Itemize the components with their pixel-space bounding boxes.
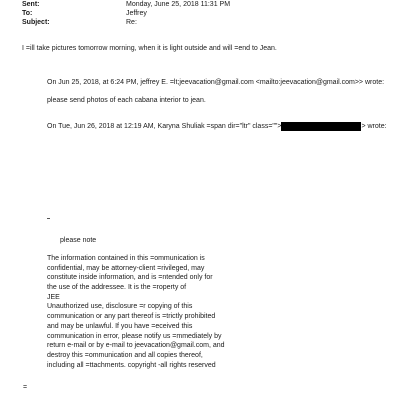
- redaction-bar: [281, 122, 361, 131]
- quote1-header: On Jun 25, 2018, at 6:24 PM, jeffrey E. =lt;jeevacation@gmail.com <mailto:jeevacation@gmail.com>> wrote:: [47, 79, 385, 86]
- notice-line: Unauthorized use, disclosure =r copying of this: [47, 303, 193, 311]
- sent-value: Monday, June 25, 2018 11:31 PM: [126, 1, 231, 8]
- quote2-header-post: > wrote:: [361, 123, 387, 130]
- notice-line: including all =ttachments. copyright -all rights reserved: [47, 361, 216, 369]
- notice-line: and may be unlawful. If you have =eceived this: [47, 322, 193, 330]
- please-note: please note: [60, 237, 97, 244]
- signature-dash: [47, 218, 50, 219]
- reply-text: I =ill take pictures tomorrow morning, when it is light outside and will =end to Jean.: [22, 45, 277, 52]
- subject-value: Re:: [126, 19, 137, 26]
- quote1-text: please send photos of each cabana interior to jean.: [47, 97, 206, 104]
- notice-line: destroy this =ommunication and all copies thereof,: [47, 351, 203, 359]
- quote2-header: [47, 122, 387, 131]
- subject-label: Subject:: [22, 19, 50, 26]
- notice-line: communication in error, please notify us =mmediately by: [47, 332, 222, 340]
- sent-label: Sent:: [22, 1, 40, 8]
- notice-line: the use of the addressee. It is the =roperty of: [47, 284, 187, 292]
- notice-line: return e-mail or by e-mail to jeevacation@gmail.com, and: [47, 342, 225, 350]
- confidentiality-notice: [47, 254, 297, 370]
- trailing-mark: =: [23, 384, 28, 391]
- notice-line: JEE: [47, 293, 60, 301]
- quote2-header-pre: On Tue, Jun 26, 2018 at 12:19 AM, Karyna Shuliak =span dir="ltr" class="">: [47, 123, 282, 130]
- to-label: To:: [22, 10, 33, 17]
- notice-line: communication or any part thereof is =trictly prohibited: [47, 313, 216, 321]
- to-value: Jeffrey: [126, 10, 147, 17]
- notice-line: constitute inside information, and is =ntended only for: [47, 274, 213, 282]
- notice-line: confidential, may be attorney-client =rivileged, may: [47, 264, 205, 272]
- notice-line: The information contained in this =ommunication is: [47, 255, 205, 262]
